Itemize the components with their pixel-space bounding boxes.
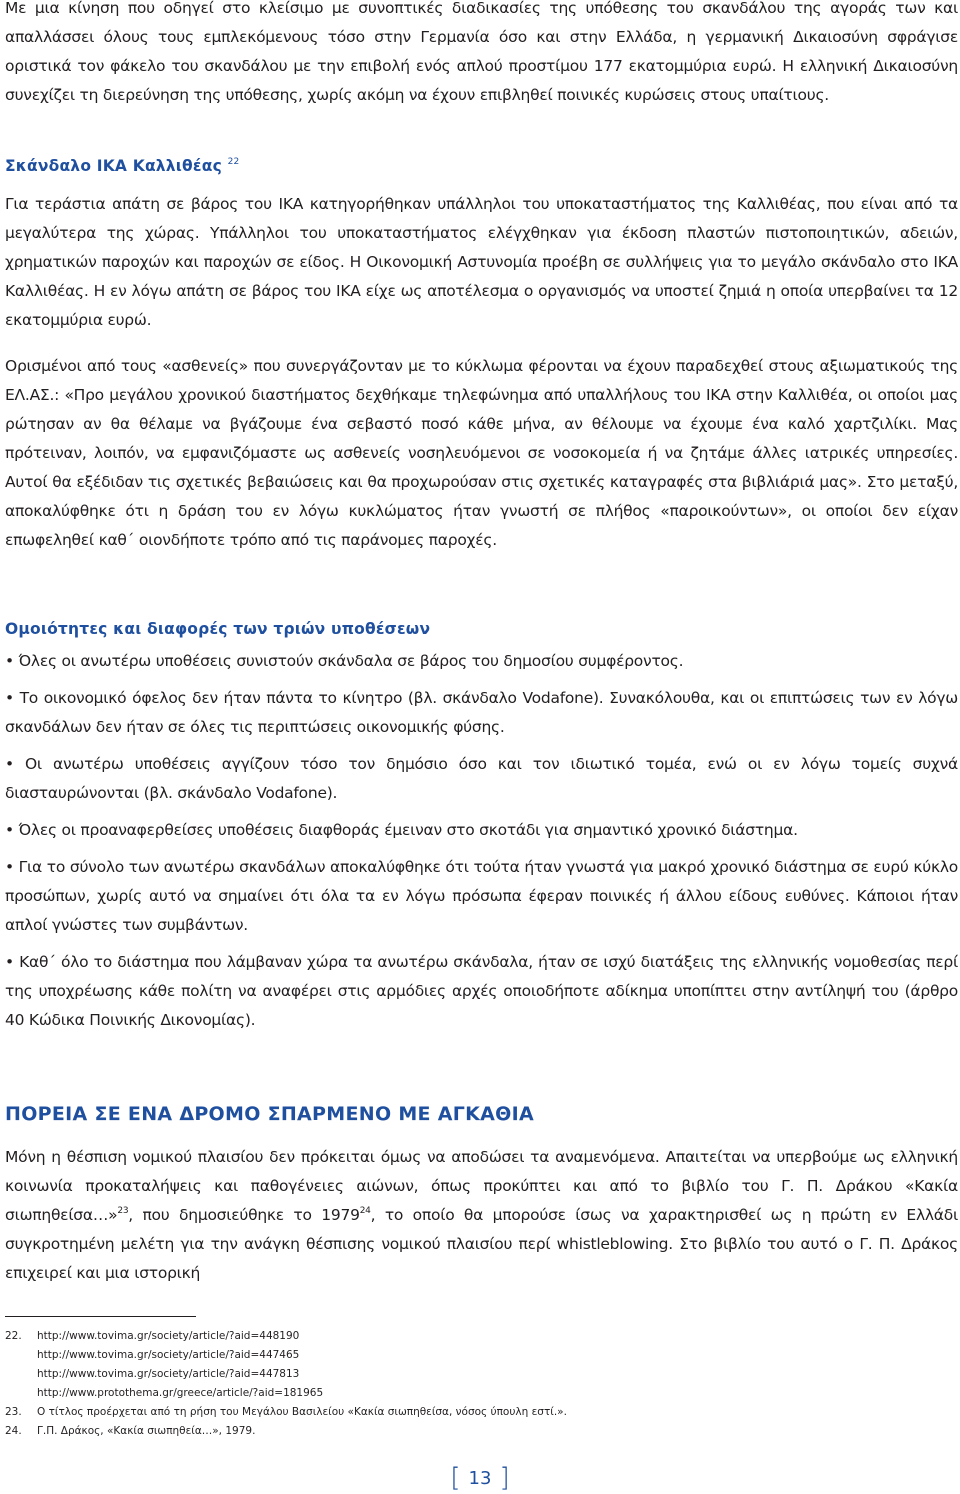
page-number-value: 13 (468, 1468, 492, 1489)
ika-paragraph-2: Ορισμένοι από τους «ασθενείς» που συνεργάζονταν με το κύκλωμα φέρονται να έχουν παραδεχθεί στους αξιωματικούς της ΕΛ.ΑΣ.: «Προ μεγάλου χρονικού διαστήματος δεχθήκαμε τηλεφώνημα από υπαλλήλους του ΙΚΑ στην Καλλιθέα, οι οποίοι μας ρώτησαν αν θα θέλαμε να βγάζουμε ένα σεβαστό ποσό κάθε μήνα, αν θέλουμε να έχουμε ένα καλό χαρτζιλίκι. Μας πρότειναν, λοιπόν, να εμφανιζόμαστε ως ασθενείς νοσηλευόμενοι σε νοσοκομεία ή να ζητάμε άλλες ιατρικές υπηρεσίες. Αυτοί θα εξέδιδαν τις σχετικές βεβαιώσεις και θα προχωρούσαν στις σχετικές καταγραφές στα βιβλιάριά μας». Στο μεταξύ, αποκαλύφθηκε ότι η δράση του εν λόγω κυκλώματος ήταν γνωστή σε πλήθος «παροικούντων», οι οποίοι δεν είχαν επωφεληθεί καθ΄ οιονδήποτε τρόπο από τις παράνομες παροχές. (5, 357, 958, 549)
footnote-text: Γ.Π. Δράκος, «Κακία σιωπηθεία…», 1979. (37, 1425, 256, 1437)
similarities-heading: Ομοιότητες και διαφορές των τριών υποθέσεων (5, 620, 431, 638)
footnote: 23. Ο τίτλος προέρχεται από τη ρήση του Μεγάλου Βασιλείου «Κακία σιωπηθείσα, νόσος ύπουλη εστί.». (5, 1403, 958, 1422)
list-item-text: • Το οικονομικό όφελος δεν ήταν πάντα το κίνητρο (βλ. σκάνδαλο Vodafone). Συνακόλουθα, και οι επιπτώσεις των εν λόγω σκανδάλων δεν ήταν σε όλες τις περιπτώσεις οικονομικής φύσης. (5, 689, 958, 736)
list-item (5, 816, 958, 845)
footnote-link[interactable]: http://www.protothema.gr/greece/article/?aid=181965 (37, 1387, 324, 1399)
footnote-ref: 24 (359, 1206, 371, 1216)
ika-heading: Σκάνδαλο ΙΚΑ Καλλιθέας $^{22}$ (5, 157, 240, 175)
footnote (5, 1365, 958, 1384)
list-item-text: • Όλες οι ανωτέρω υποθέσεις συνιστούν σκάνδαλα σε βάρος του δημοσίου συμφέροντος. (5, 652, 684, 670)
intro-paragraph: Με μια κίνηση που οδηγεί στο κλείσιμο με συνοπτικές διαδικασίες της υπόθεσης του σκανδάλου της αγοράς των και απαλλάσσει όλους τους εμπλεκόμενους τόσο στην Γερμανία όσο και στην Ελλάδα, η γερμανική Δικαιοσύνη σφράγισε οριστικά τον φάκελο του σκανδάλου με την επιβολή ενός απλού προστίμου 177 εκατομμύρια ευρώ. Η ελληνική Δικαιοσύνη συνεχίζει τη διερεύνηση της υπόθεσης, χωρίς ακόμη να έχουν επιβληθεί ποινικές κυρώσεις στους υπαίτιους. (5, 0, 958, 104)
closing-paragraph: Μόνη η θέσπιση νομικού πλαισίου δεν πρόκειται όμως να αποδώσει τα αναμενόμενα. Απαιτείται να υπερβούμε ως ελληνική κοινωνία προκαταλήψεις και παθογένειες αιώνων, όπως προκύπτει και από το βιβλίο του Γ. Π. Δράκου «Κακία σιωπηθείσα…»$^{23}$, που δημοσιεύθηκε το 1979$^{24}$, το οποίο θα μπορούσε ίσως να χαρακτηρισθεί ως η πρώτη εν Ελλάδι συγκροτημένη μελέτη για την ανάγκη θέσπισης νομικού πλαισίου περί whistleblowing. Στο βιβλίο του αυτό ο Γ. Π. Δράκος επιχειρεί και μια ιστορική (5, 1148, 958, 1282)
footnote-ref: 23 (117, 1206, 129, 1216)
bracket-close: ] (499, 1463, 510, 1493)
list-item-text: • Όλες οι προαναφερθείσες υποθέσεις διαφθοράς έμειναν στο σκοτάδι για σημαντικό χρονικό διάστημα. (5, 821, 798, 839)
list-item (5, 750, 958, 808)
footnote-ref: 22 (227, 157, 240, 167)
page-number (0, 1463, 960, 1493)
list-item-text: • Καθ΄ όλο το διάστημα που λάμβαναν χώρα τα ανωτέρω σκάνδαλα, ήταν σε ισχύ διατάξεις της ελληνικής νομοθεσίας περί της υποχρέωσης κάθε πολίτη να αναφέρει στις αρμόδιες αρχές οποιοδήποτε αδίκημα υποπίπτει στην αντίληψή του (άρθρο 40 Κώδικα Ποινικής Δικονομίας). (5, 953, 958, 1029)
footnote-link[interactable]: http://www.tovima.gr/society/article/?aid=447813 (37, 1368, 300, 1380)
footnote-link[interactable]: http://www.tovima.gr/society/article/?aid=448190 (37, 1330, 300, 1342)
section-heading: ΠΟΡΕΙΑ ΣΕ ΕΝΑ ΔΡΟΜΟ ΣΠΑΡΜΕΝΟ ΜΕ ΑΓΚΑΘΙΑ (5, 1103, 535, 1125)
list-item (5, 948, 958, 1035)
list-item-text: • Για το σύνολο των ανωτέρω σκανδάλων αποκαλύφθηκε ότι τούτα ήταν γνωστά για μακρό χρονικό διάστημα σε ευρύ κύκλο προσώπων, χωρίς αυτό να σημαίνει ότι όλα τα εν λόγω πρόσωπα έφεραν ποινικές ή άλλου είδους ευθύνες. Κάποιοι ήταν απλοί γνώστες των συμβάντων. (5, 858, 958, 934)
list-item (5, 647, 958, 676)
list-item (5, 684, 958, 742)
footnote: 24. Γ.Π. Δράκος, «Κακία σιωπηθεία…», 1979. (5, 1422, 958, 1441)
bracket-open: [ (450, 1463, 461, 1493)
footnote: 22. http://www.tovima.gr/society/article/?aid=448190 (5, 1327, 958, 1346)
footnote-divider (5, 1316, 196, 1317)
footnote-text: Ο τίτλος προέρχεται από τη ρήση του Μεγάλου Βασιλείου «Κακία σιωπηθείσα, νόσος ύπουλη εστί.». (37, 1406, 567, 1418)
footnotes (5, 1327, 958, 1441)
list-item (5, 853, 958, 940)
similarities-list (5, 647, 958, 1035)
footnote-link[interactable]: http://www.tovima.gr/society/article/?aid=447465 (37, 1349, 300, 1361)
footnote (5, 1346, 958, 1365)
ika-paragraph-1: Για τεράστια απάτη σε βάρος του ΙΚΑ κατηγορήθηκαν υπάλληλοι του υποκαταστήματος της Καλλιθέας, που είναι από τα μεγαλύτερα της χώρας. Υπάλληλοι του υποκαταστήματος ελέγχθηκαν για έκδοση πλαστών πιστοποιητικών, αδειών, χρηματικών παροχών και παροχών σε είδος. Η Οικονομική Αστυνομία προέβη σε συλλήψεις για το μεγάλο σκάνδαλο στο ΙΚΑ Καλλιθέας. Η εν λόγω απάτη σε βάρος του ΙΚΑ είχε ως αποτέλεσμα ο οργανισμός να υποστεί ζημιά η οποία υπερβαίνει τα 12 εκατομμύρια ευρώ. (5, 195, 958, 329)
list-item-text: • Οι ανωτέρω υποθέσεις αγγίζουν τόσο τον δημόσιο όσο και τον ιδιωτικό τομέα, ενώ οι εν λόγω τομείς συχνά διασταυρώνονται (βλ. σκάνδαλο Vodafone). (5, 755, 958, 802)
footnote (5, 1384, 958, 1403)
